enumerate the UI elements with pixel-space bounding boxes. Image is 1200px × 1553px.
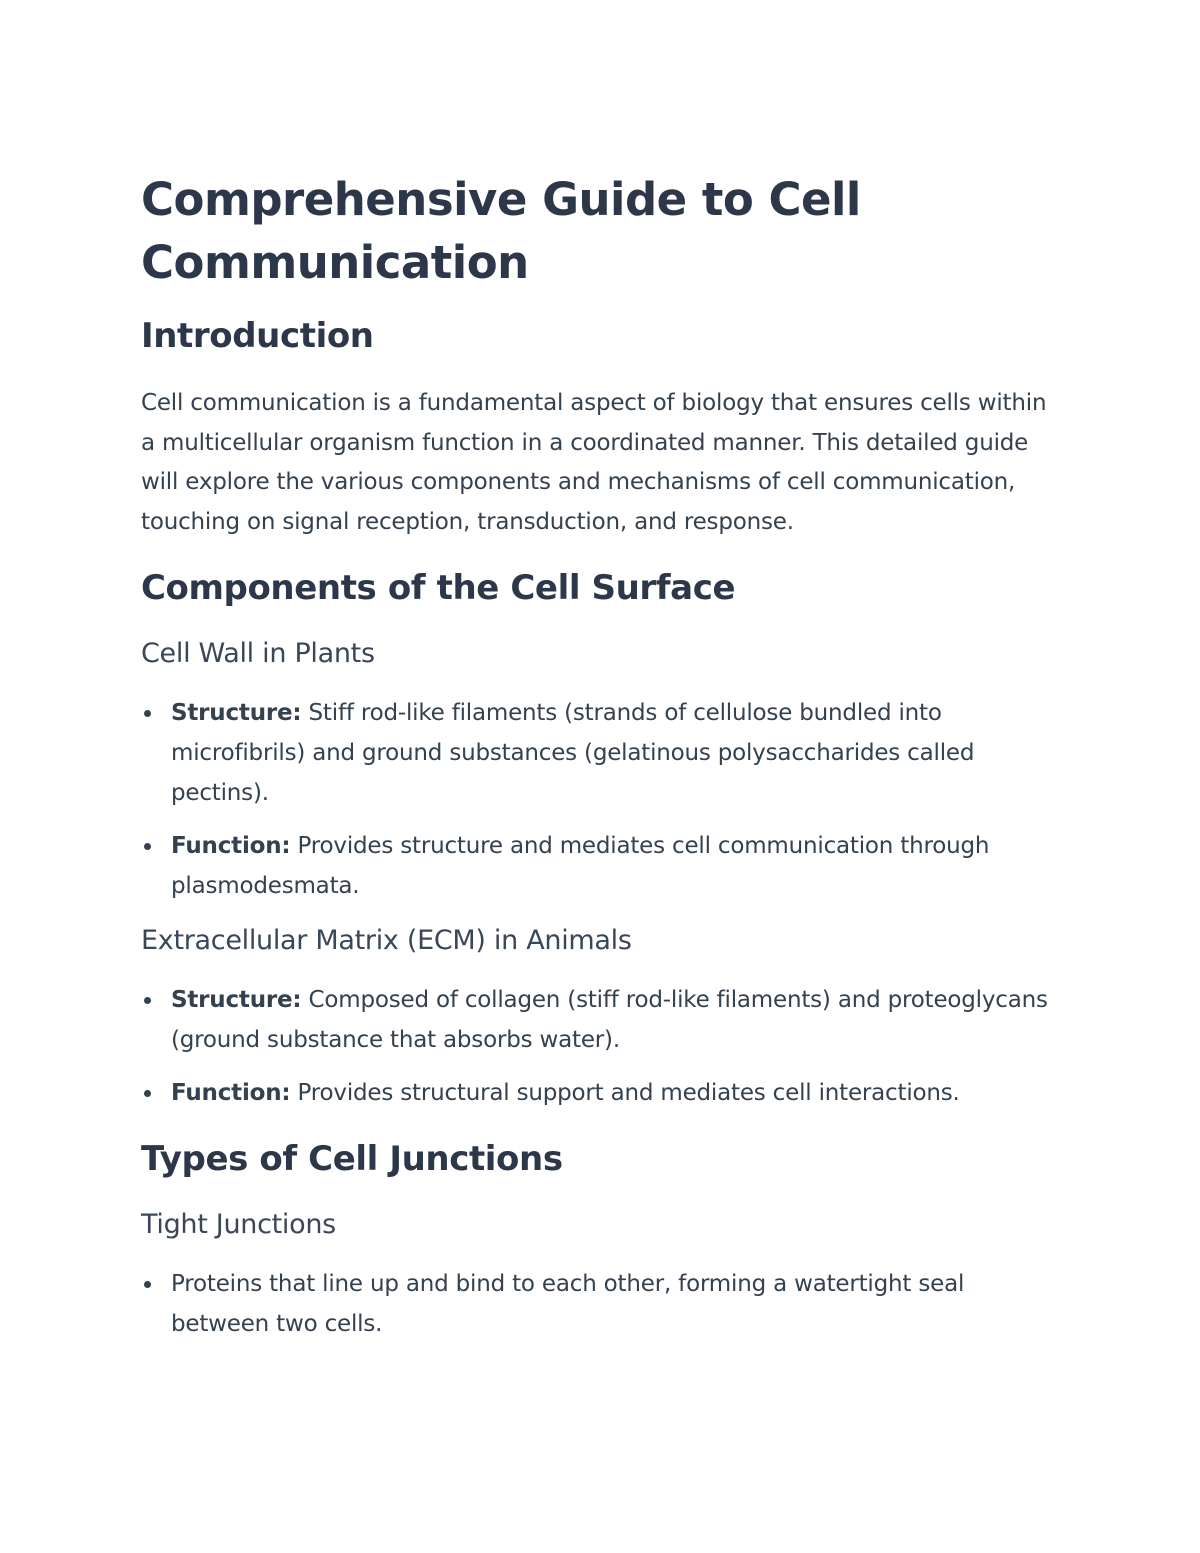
list-item [141, 980, 1061, 1060]
list-item-text: Provides structural support and mediates cell interactions. [290, 1080, 960, 1106]
list-item-label: Function: [171, 1080, 291, 1106]
list-item-text: Stiff rod-like filaments (strands of cellulose bundled into microfibrils) and ground substances (gelatinous polysaccharides called pectins). [171, 700, 975, 806]
introduction-heading: Introduction [141, 316, 374, 356]
document-page [141, 168, 1061, 1344]
ecm-list [141, 980, 1061, 1113]
list-item-text: Proteins that line up and bind to each other, forming a watertight seal between two cells. [171, 1271, 965, 1337]
list-item-text: Provides structure and mediates cell communication through plasmodesmata. [171, 833, 990, 899]
components-heading: Components of the Cell Surface [141, 568, 736, 608]
list-item-label: Function: [171, 833, 291, 859]
list-item-label: Structure: [171, 700, 302, 726]
junctions-heading: Types of Cell Junctions [141, 1139, 563, 1179]
document-title: Comprehensive Guide to Cell Communication [141, 173, 861, 289]
list-item-text: Composed of collagen (stiff rod-like filaments) and proteoglycans (ground substance that absorbs water). [171, 987, 1048, 1053]
tight-junctions-heading: Tight Junctions [141, 1209, 336, 1240]
cell-wall-list [141, 693, 1061, 906]
list-item [141, 826, 1061, 906]
list-item-label: Structure: [171, 987, 302, 1013]
cell-wall-heading: Cell Wall in Plants [141, 638, 375, 669]
introduction-paragraph: Cell communication is a fundamental aspect of biology that ensures cells within a multicellular organism function in a coordinated manner. This detailed guide will explore the various components and mechanisms of cell communication, touching on signal reception, transduction, and response. [141, 390, 1047, 535]
tight-junctions-list [141, 1264, 1061, 1344]
ecm-heading: Extracellular Matrix (ECM) in Animals [141, 925, 632, 956]
list-item [141, 1264, 1061, 1344]
list-item [141, 693, 1061, 813]
list-item [141, 1073, 1061, 1113]
